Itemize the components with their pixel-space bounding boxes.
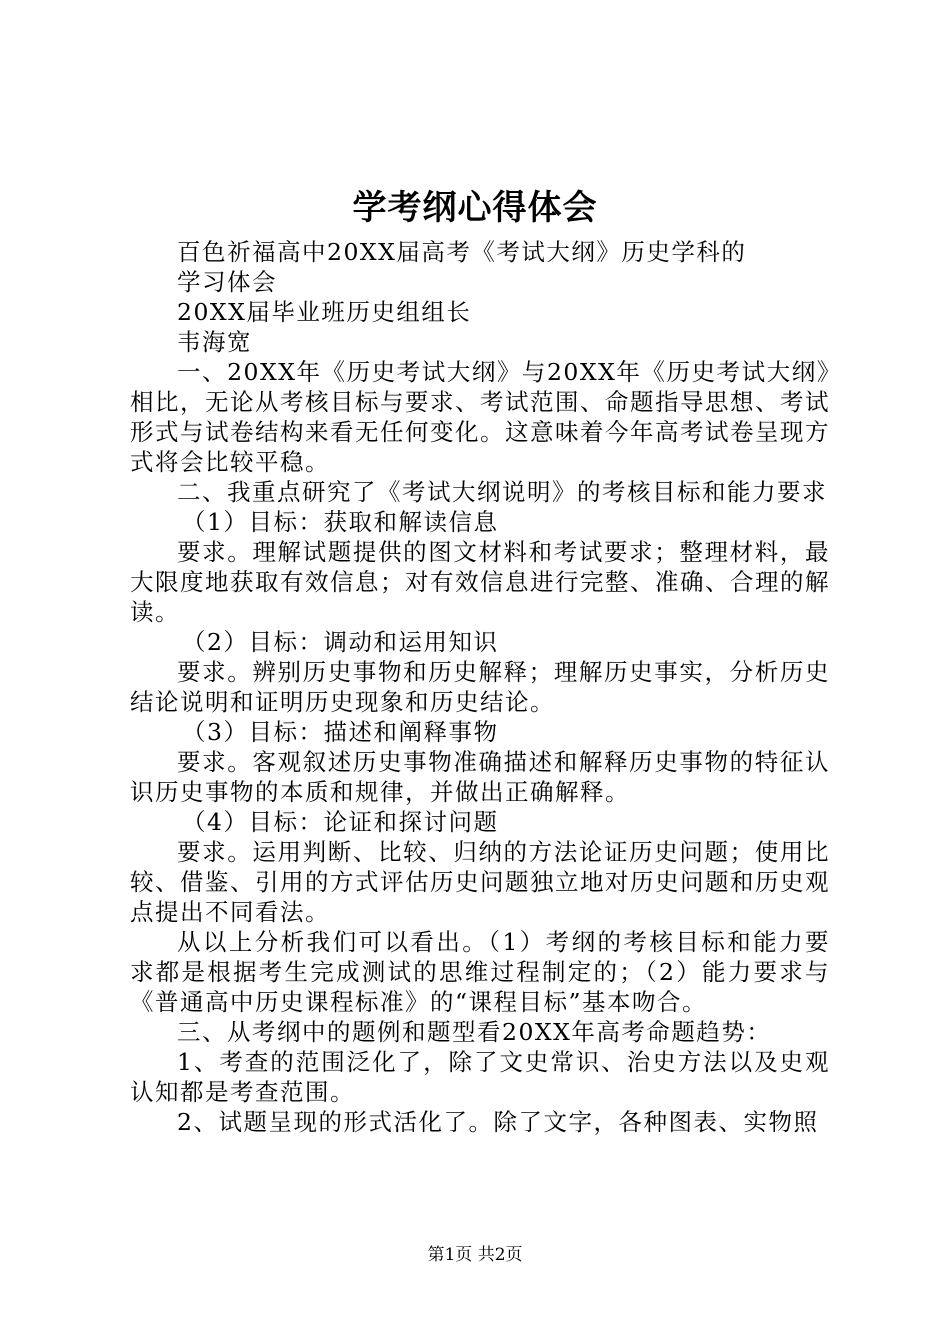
document-body	[130, 237, 830, 1137]
paragraph-requirement-3: 要求。客观叙述历史事物准确描述和解释历史事物的特征认识历史事物的本质和规律，并做出正确解释。	[130, 748, 830, 806]
paragraph-section-1: 一、20XX年《历史考试大纲》与20XX年《历史考试大纲》相比，无论从考核目标与要求、考试范围、命题指导思想、考试形式与试卷结构来看无任何变化。这意味着今年高考试卷呈现方式将会比较平稳。	[130, 358, 830, 476]
paragraph-section-2: 二、我重点研究了《考试大纲说明》的考核目标和能力要求	[177, 478, 827, 506]
document-title: 学考纲心得体会	[352, 188, 598, 228]
paragraph-goal-1: （1）目标：获取和解读信息	[182, 508, 499, 536]
header-line-subtitle: 学习体会	[177, 268, 277, 296]
paragraph-section-3: 三、从考纲中的题例和题型看20XX年高考命题趋势：	[177, 1018, 772, 1046]
paragraph-requirement-4: 要求。运用判断、比较、归纳的方法论证历史问题；使用比较、借鉴、引用的方式评估历史问题独立地对历史问题和历史观点提出不同看法。	[130, 838, 830, 926]
paragraph-trend-1: 1、考查的范围泛化了，除了文史常识、治史方法以及史观认知都是考查范围。	[130, 1048, 830, 1106]
paragraph-analysis: 从以上分析我们可以看出。（1）考纲的考核目标和能力要求都是根据考生完成测试的思维过程制定的；（2）能力要求与《普通高中历史课程标准》的“课程目标”基本吻合。	[130, 928, 830, 1016]
header-line-position: 20XX届毕业班历史组组长	[177, 298, 472, 326]
header-line-school: 百色祈福高中20XX届高考《考试大纲》历史学科的	[177, 238, 747, 266]
page-footer: 第1页 共2页	[427, 1245, 523, 1265]
paragraph-goal-2: （2）目标：调动和运用知识	[182, 628, 499, 656]
paragraph-trend-2: 2、试题呈现的形式活化了。除了文字，各种图表、实物照	[177, 1108, 819, 1136]
paragraph-requirement-1: 要求。理解试题提供的图文材料和考试要求；整理材料，最大限度地获取有效信息；对有效信息进行完整、准确、合理的解读。	[130, 538, 830, 626]
header-line-author: 韦海宽	[177, 328, 252, 356]
paragraph-goal-4: （4）目标：论证和探讨问题	[182, 808, 499, 836]
paragraph-requirement-2: 要求。辨别历史事物和历史解释；理解历史事实，分析历史结论说明和证明历史现象和历史结论。	[130, 658, 830, 716]
paragraph-goal-3: （3）目标：描述和阐释事物	[182, 718, 499, 746]
